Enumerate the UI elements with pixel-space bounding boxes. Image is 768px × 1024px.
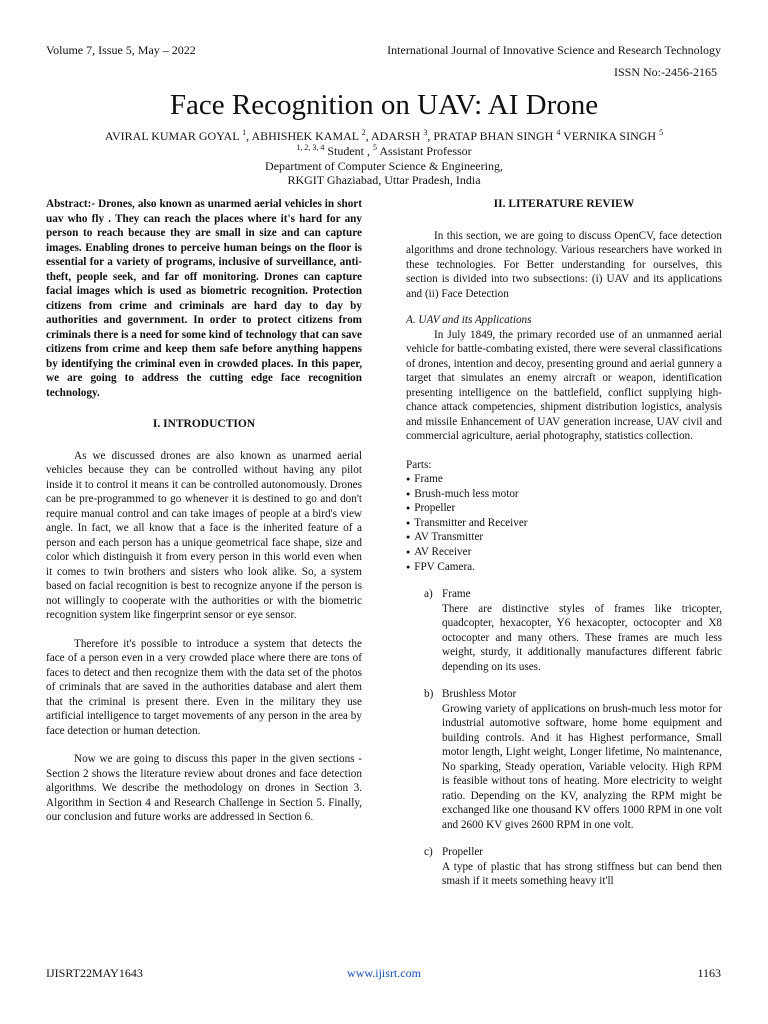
- author-affil-mark: 4: [556, 128, 561, 137]
- item-body: Growing variety of applications on brush-much less motor for industrial automotive software, home home equipment and building controls. And it has Highest performance, Small motor length, Light weight, Longer lifetime, No maintenance, No sparking, Steady operation, Variable velocity. High RPM is feasible without tons of heating. More electricity to weight ratio. Depending on the KV, analyzing the RPM might be exchanged like one thousand KV offers 1000 RPM in one volt and 2600 KV gives 2600 RPM in one volt.: [442, 702, 722, 831]
- subsection-heading: A. UAV and its Applications: [406, 314, 532, 326]
- page-number: 1163: [697, 966, 721, 980]
- author-list: [0, 129, 768, 144]
- item-title: Propeller: [442, 846, 484, 859]
- author-name: , ADARSH: [365, 129, 424, 143]
- paragraph: In July 1849, the primary recorded use of an unmanned aerial vehicle for battle-combating existed, there were several classifications of drones, intention and decoy, presenting ground and aerial gunnery a target that simulates an enemy aircraft or weapon, identification presenting intelligence on the battlefield, conflict supplying high-chance attack competencies, shipment distribution logistics, analysis and missile Enhancement of UAV generation increase, UAV civil and commercial agriculture, aerial photography, statistics collection.: [406, 328, 722, 442]
- institution: RKGIT Ghaziabad, Uttar Pradesh, India: [287, 173, 481, 187]
- part-propeller: [406, 845, 722, 889]
- paper-title: Face Recognition on UAV: AI Drone: [169, 89, 599, 121]
- part-frame: [406, 587, 722, 674]
- item-body: There are distinctive styles of frames like tricopter, quadcopter, hexacopter, Y6 hexacopter, octocopter and X8 octocopter and many others. These frames are much less weight, sturdy, it additionally manufactures different fabric depending on its uses.: [442, 602, 722, 673]
- paper-code: IJISRT22MAY1643: [46, 966, 143, 980]
- author-name: , PRATAP BHAN SINGH: [427, 129, 557, 143]
- list-item: ● Frame: [406, 472, 722, 487]
- item-title: Frame: [442, 588, 471, 601]
- list-item: ● AV Receiver: [406, 545, 722, 560]
- item-marker: a): [424, 588, 433, 601]
- paragraph: In this section, we are going to discuss OpenCV, face detection algorithms and drone technology. Various researchers have worked in these technologies. For Better understanding for ourselves, this section is divided into two subsections: (i) UAV and its applications and (ii) Face Detection: [406, 229, 722, 300]
- author-affil-mark: 1: [242, 128, 247, 137]
- issn: ISSN No:-2456-2165: [613, 65, 717, 79]
- author-name: , ABHISHEK KAMAL: [246, 129, 362, 143]
- left-column: [46, 197, 362, 825]
- affiliation-roles: [0, 144, 768, 159]
- author-name: VERNIKA SINGH: [560, 129, 660, 143]
- item-marker: c): [424, 846, 433, 859]
- author-affil-mark: 3: [423, 128, 428, 137]
- section-heading-introduction: I. INTRODUCTION: [152, 418, 256, 430]
- right-column: [406, 197, 722, 889]
- affil-mark: 5: [373, 143, 377, 152]
- parts-list: [406, 472, 722, 574]
- list-item: ● Brush-much less motor: [406, 487, 722, 502]
- journal-name: International Journal of Innovative Science and Research Technology: [387, 43, 721, 57]
- author-name: AVIRAL KUMAR GOYAL: [104, 129, 243, 143]
- role-student: Student ,: [324, 144, 373, 158]
- part-brushless-motor: [406, 687, 722, 832]
- paragraph: Therefore it's possible to introduce a system that detects the face of a person even in a very crowded place where there are tons of faces to detect and then recognize them with the data set of the photos of criminals that are saved in the authorities database and alert them that the criminal is present there. Even in the military they use artificial intelligence to target movements of any person in the area by face detection or human detection.: [46, 637, 362, 737]
- author-affil-mark: 2: [361, 128, 366, 137]
- journal-volume: Volume 7, Issue 5, May – 2022: [46, 43, 196, 57]
- list-item: ● Propeller: [406, 501, 722, 516]
- list-item: ● AV Transmitter: [406, 530, 722, 545]
- section-heading-literature-review: II. LITERATURE REVIEW: [493, 198, 635, 210]
- parts-label: Parts:: [406, 458, 432, 471]
- item-title: Brushless Motor: [442, 688, 517, 701]
- item-body: A type of plastic that has strong stiffness but can bend then smash if it meets something heavy it'll: [442, 860, 722, 888]
- paragraph: Now we are going to discuss this paper in the given sections - Section 2 shows the literature review about drones and face detection algorithms. We describe the methodology on drones in Section 3. Algorithm in Section 4 and Research Challenge in Section 5. Finally, our conclusion and future works are addressed in Section 6.: [46, 753, 362, 823]
- list-item: ● Transmitter and Receiver: [406, 516, 722, 531]
- department: Department of Computer Science & Engineering,: [265, 159, 503, 173]
- paragraph: As we discussed drones are also known as unarmed aerial vehicles because they can be controlled without having any pilot inside it to control it means it can be controlled autonomously. Drones can be pre-programmed to go whenever it is destined to go and don't require manual control and can take images of people at a bird's view angle. In fact, we all know that a face is the inherited feature of a person and each person has a unique geometrical face shape, size and color which distinguish it from every person in this world even when it comes to twin brothers and sisters who look alike. So, a system based on facial recognition is best to recognize anyone if the person is not willingly to cooperate with the authorities or with the biometric recognition system like fingerprint sensor or eye sensor.: [46, 449, 362, 621]
- affil-mark: 1, 2, 3, 4: [296, 143, 325, 152]
- item-marker: b): [424, 688, 434, 701]
- role-professor: Assistant Professor: [377, 144, 472, 158]
- abstract: Abstract:- Drones, also known as unarmed aerial vehicles in short uav who fly . They can reach the places where it's hard for any person to reach because they are small in size and can capture images. Enabling drones to perceive human beings on the floor is essential for a variety of programs, inclusive of surveillance, anti-theft, people seek, and far off monitoring. Drones can capture facial images which is used as biometric recognition. Protection citizens from crime and criminals are hard day to day by authorities and government. In order to protect citizens from criminals there is a need for some kind of technology that can save citizens from crime and keep them safe before anything happens by identifying the criminal even in crowded places. In this paper, we are going to address the cutting edge face recognition technology.: [46, 198, 362, 399]
- journal-url-link[interactable]: www.ijisrt.com: [347, 966, 421, 980]
- author-affil-mark: 5: [659, 128, 664, 137]
- list-item: ● FPV Camera.: [406, 560, 722, 575]
